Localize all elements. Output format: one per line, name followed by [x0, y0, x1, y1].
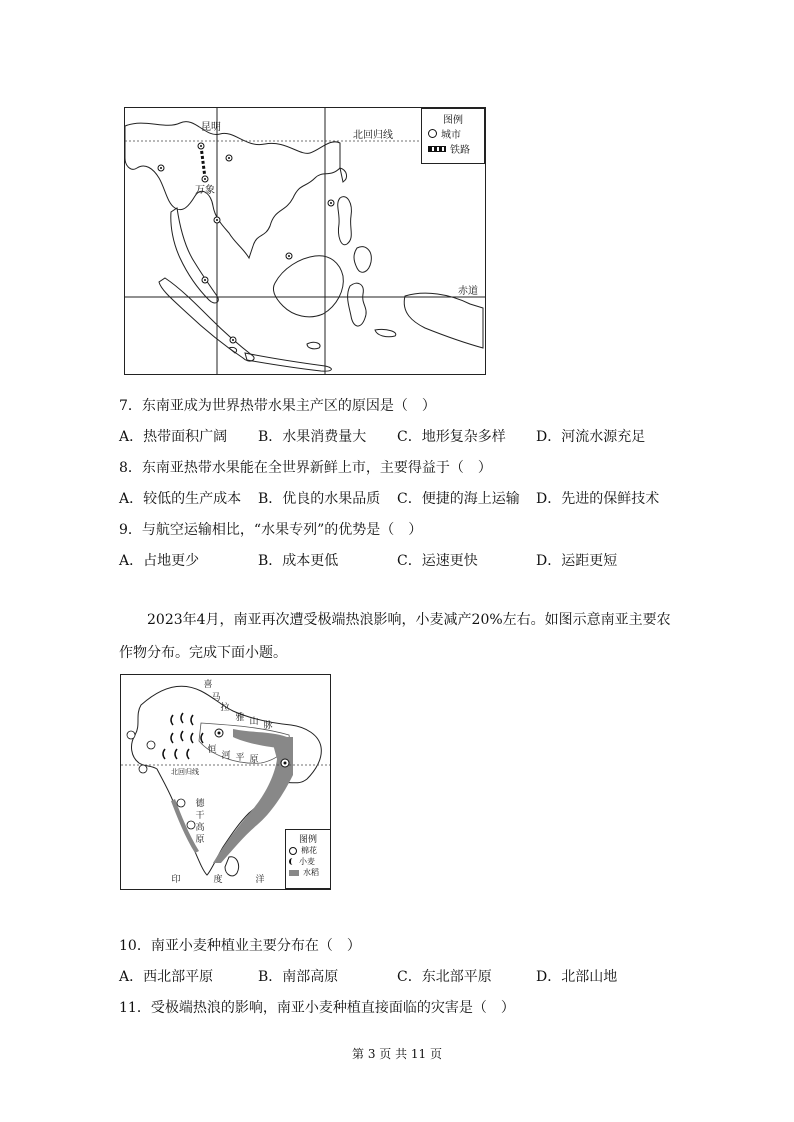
question-8-option-c[interactable]: C．便捷的海上运输	[397, 491, 520, 507]
tropic-label: 北回归线	[353, 130, 393, 141]
plain-char-1: 恒	[207, 745, 217, 755]
plain-char-3: 平	[235, 753, 245, 763]
map1-legend	[421, 108, 485, 164]
page-footer: 第 3 页 共 11 页	[352, 1047, 442, 1061]
ocean-char-2: 度	[213, 875, 223, 885]
question-10-option-d[interactable]: D．北部山地	[536, 969, 618, 985]
legend-railway-label: 铁路	[450, 145, 470, 156]
map1-legend-title: 图例	[443, 115, 463, 126]
ocean-char-3: 洋	[255, 875, 265, 885]
question-10-options	[119, 966, 675, 986]
rice-symbol-icon	[289, 870, 299, 876]
himalaya-char-1: 喜	[203, 680, 213, 690]
himalaya-char-5: 山	[249, 717, 259, 727]
south-asia-map	[120, 674, 331, 890]
city-symbol-icon	[428, 129, 437, 138]
question-9-option-d[interactable]: D．运距更短	[536, 553, 618, 569]
question-9-options	[119, 550, 675, 570]
ocean-char-1: 印	[171, 875, 181, 885]
himalaya-char-3: 拉	[220, 703, 230, 713]
question-8-options	[119, 488, 675, 508]
question-8-option-d[interactable]: D．先进的保鲜技术	[536, 491, 660, 507]
himalaya-char-2: 马	[211, 693, 221, 703]
map2-legend-title: 图例	[298, 835, 317, 845]
deccan-char-4: 原	[195, 835, 205, 845]
question-9-option-b[interactable]: B．成本更低	[258, 553, 339, 569]
question-10-stem: 10．南亚小麦种植业主要分布在（ ）	[119, 938, 361, 954]
question-8-option-a[interactable]: A．较低的生产成本	[119, 491, 242, 507]
cotton-symbol-icon	[289, 847, 297, 855]
southeast-asia-map	[124, 107, 486, 375]
himalaya-char-6: 脉	[263, 721, 273, 731]
plain-char-2: 河	[221, 751, 231, 761]
legend-rice-label: 水稻	[303, 868, 319, 877]
map2-tropic-label: 北回归线	[171, 768, 199, 776]
intro-paragraph: 2023年4月，南亚再次遭受极端热浪影响，小麦减产20%左右。如图示意南亚主要农作物分布。完成下面小题。	[119, 612, 671, 661]
question-7-stem: 7．东南亚成为世界热带水果主产区的原因是（ ）	[119, 398, 436, 414]
map2-legend	[285, 829, 331, 889]
question-8-option-b[interactable]: B．优良的水果品质	[258, 491, 381, 507]
deccan-char-2: 干	[195, 811, 205, 821]
question-9-option-a[interactable]: A．占地更少	[119, 553, 200, 569]
question-7-option-a[interactable]: A．热带面积广阔	[119, 429, 228, 445]
legend-city-label: 城市	[441, 130, 461, 141]
plain-char-4: 原	[249, 755, 259, 765]
vientiane-label: 万象	[195, 185, 215, 196]
question-9-option-c[interactable]: C．运速更快	[397, 553, 478, 569]
question-7-option-d[interactable]: D．河流水源充足	[536, 429, 646, 445]
kunming-label: 昆明	[201, 122, 221, 133]
wheat-symbol-icon	[289, 858, 295, 865]
question-10-option-c[interactable]: C．东北部平原	[397, 969, 492, 985]
question-7-options	[119, 426, 675, 446]
deccan-char-3: 高	[195, 823, 205, 833]
legend-wheat-label: 小麦	[299, 857, 315, 866]
railway-symbol-icon	[428, 146, 446, 152]
question-9-stem: 9．与航空运输相比，“水果专列”的优势是（ ）	[119, 522, 423, 538]
himalaya-char-4: 雅	[235, 713, 245, 723]
question-7-option-c[interactable]: C．地形复杂多样	[397, 429, 506, 445]
question-10-option-b[interactable]: B．南部高原	[258, 969, 339, 985]
equator-label: 赤道	[458, 286, 478, 297]
deccan-char-1: 德	[195, 799, 205, 809]
question-8-stem: 8．东南亚热带水果能在全世界新鲜上市，主要得益于（ ）	[119, 460, 492, 476]
legend-cotton-label: 棉花	[301, 846, 317, 855]
question-7-option-b[interactable]: B．水果消费量大	[258, 429, 367, 445]
question-11-stem: 11．受极端热浪的影响，南亚小麦种植直接面临的灾害是（ ）	[119, 1000, 515, 1016]
question-10-option-a[interactable]: A．西北部平原	[119, 969, 214, 985]
